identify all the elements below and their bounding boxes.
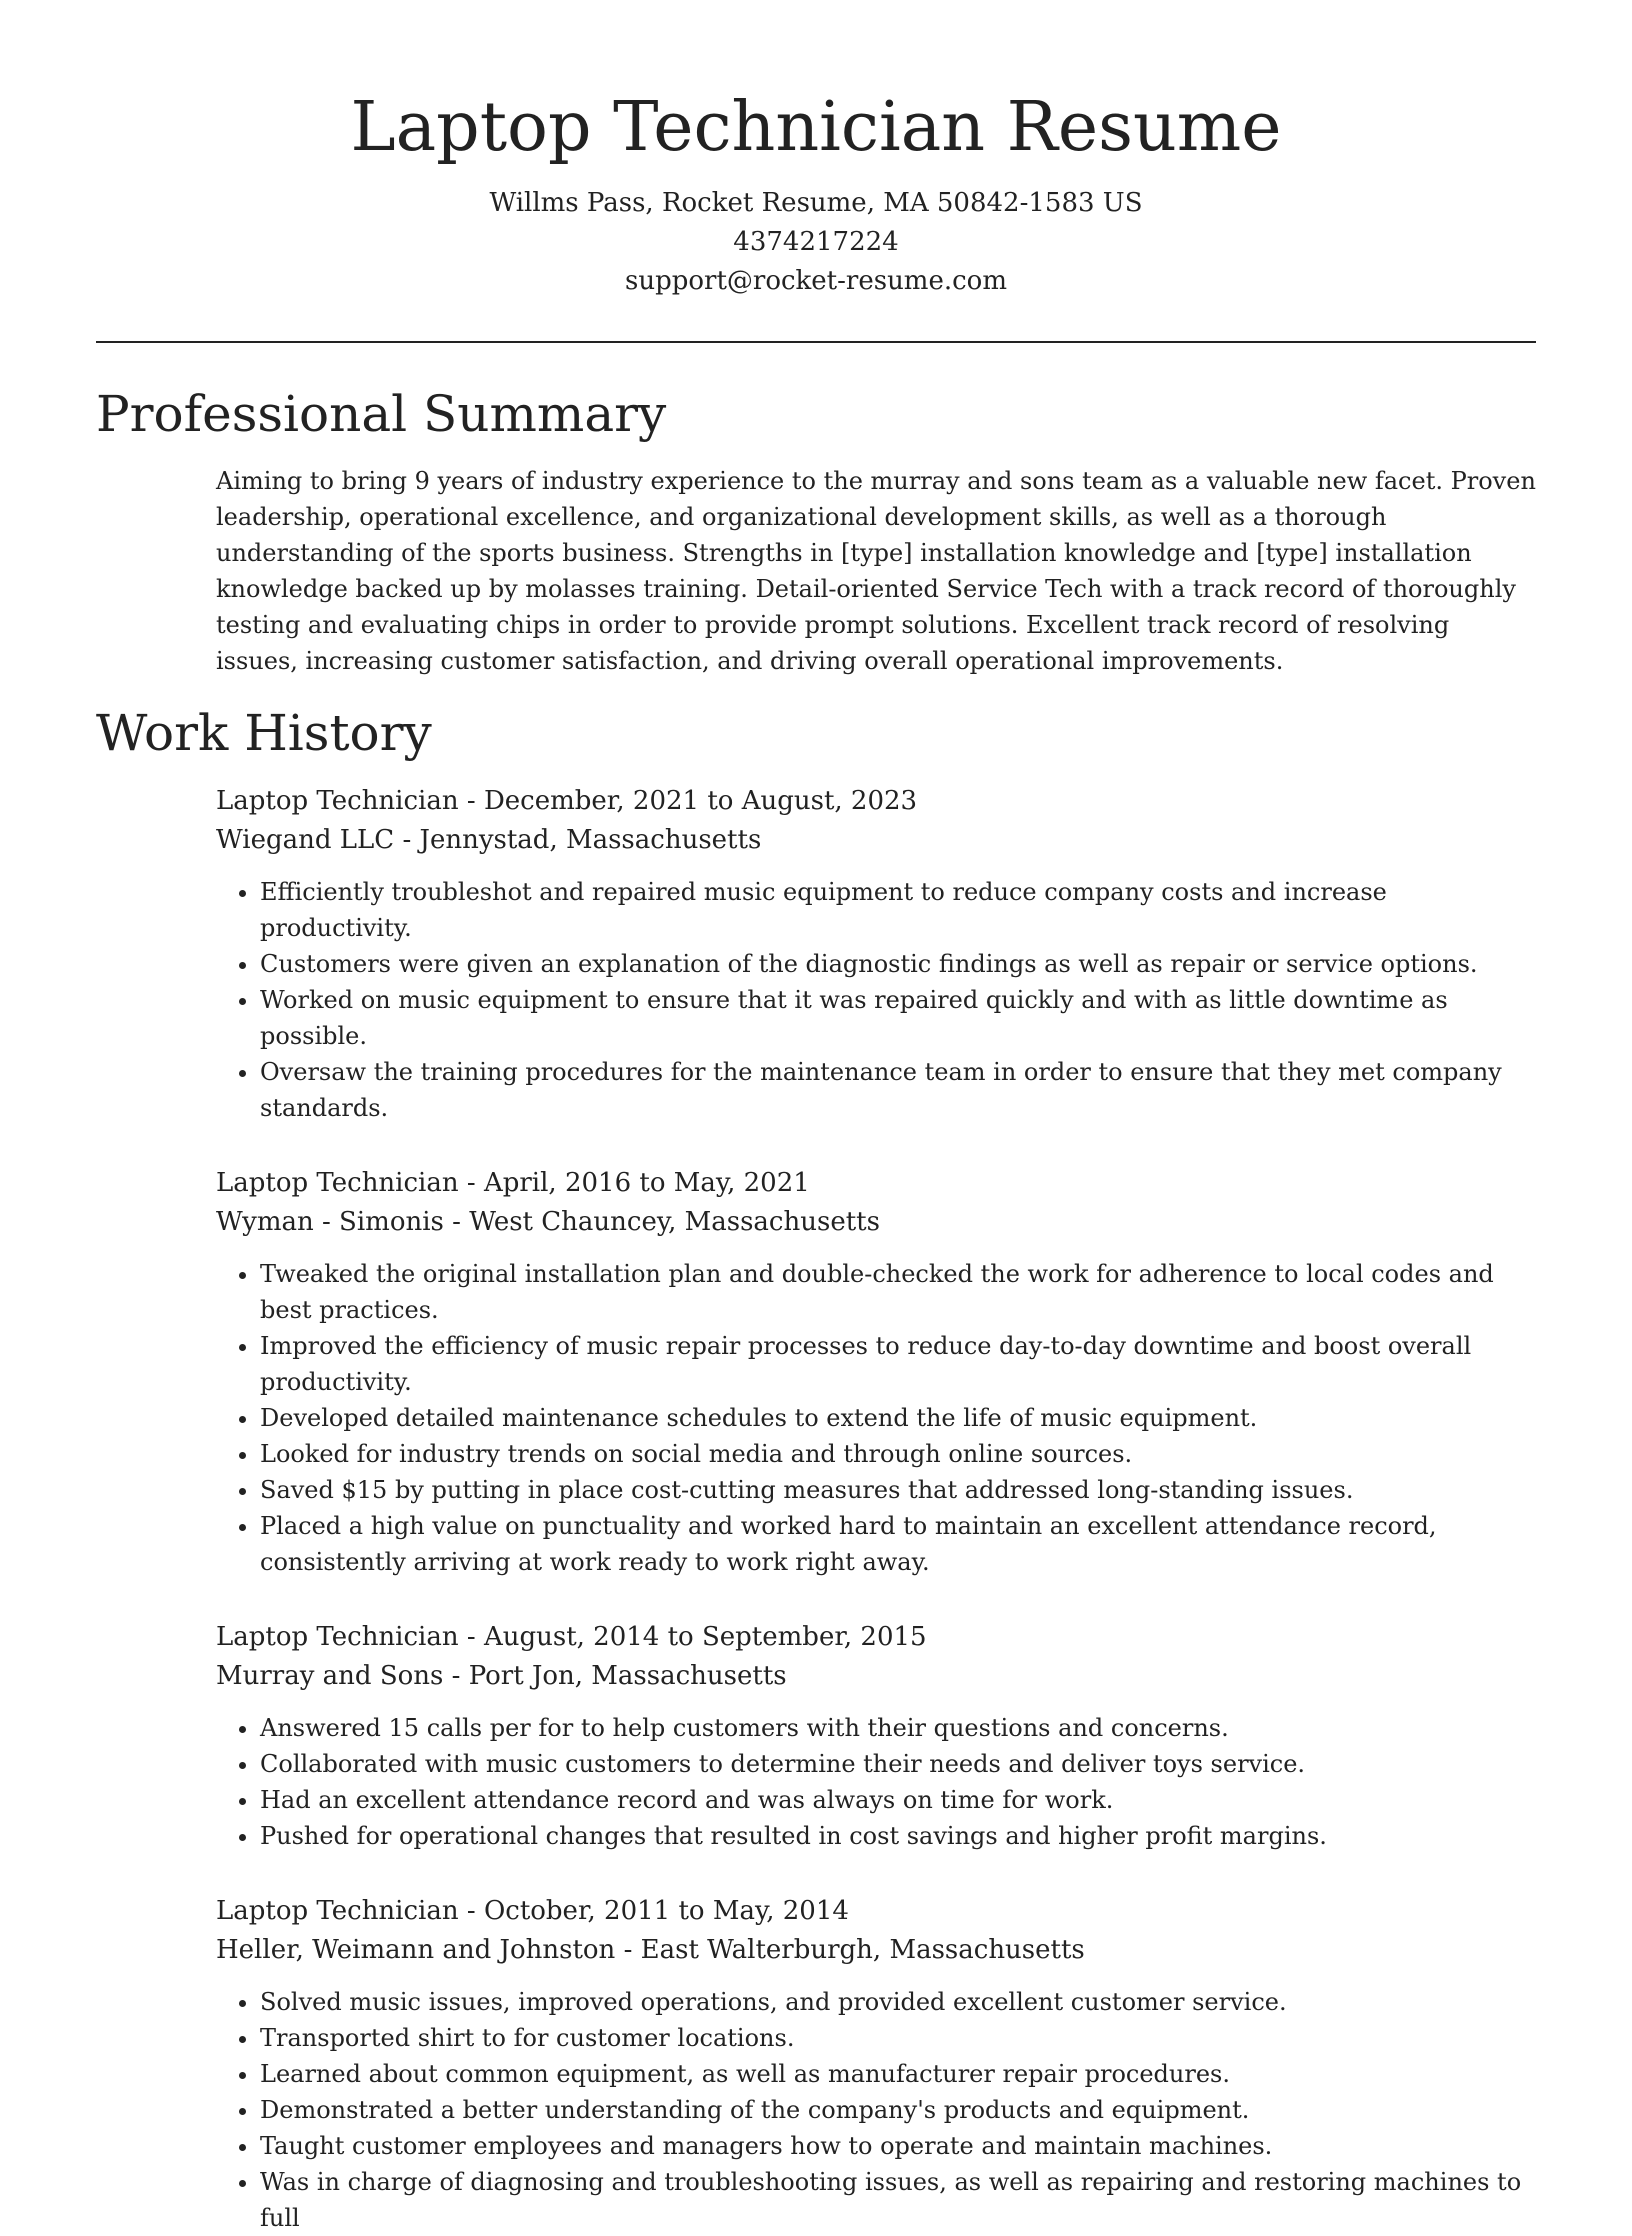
job-role: Laptop Technician	[216, 1622, 459, 1652]
summary-heading: Professional Summary	[96, 385, 667, 443]
job-dates: - October, 2011 to May, 2014	[458, 1896, 849, 1926]
job-role: Laptop Technician	[216, 1896, 459, 1926]
job-dates: - December, 2021 to August, 2023	[458, 786, 918, 816]
job-list	[96, 782, 1536, 2236]
job-bullet: • Customers were given an explanation of the diagnostic findings as well as repair or service options.	[260, 946, 1536, 982]
resume-header	[0, 0, 1632, 301]
contact-address: Willms Pass, Rocket Resume, MA 50842-1583 US	[489, 188, 1143, 218]
job-bullet: • Was in charge of diagnosing and troubleshooting issues, as well as repairing and restoring machines to full	[260, 2164, 1536, 2236]
job-bullet: • Had an excellent attendance record and was always on time for work.	[260, 1782, 1536, 1818]
job-bullet: • Pushed for operational changes that resulted in cost savings and higher profit margins.	[260, 1818, 1536, 1854]
job-company-line	[216, 1203, 1536, 1242]
job-bullet: • Looked for industry trends on social media and through online sources.	[260, 1436, 1536, 1472]
job-company: Murray and Sons	[216, 1661, 444, 1691]
job-location: - East Walterburgh, Massachusetts	[615, 1935, 1085, 1965]
job-company: Wyman - Simonis	[216, 1207, 444, 1237]
job-title-line	[216, 1618, 1536, 1657]
job-entry	[216, 1892, 1536, 2236]
contact-email: support@rocket-resume.com	[624, 266, 1007, 296]
job-bullet: • Worked on music equipment to ensure that it was repaired quickly and with as little downtime as possible.	[260, 982, 1536, 1054]
job-entry	[216, 1164, 1536, 1580]
job-bullet: • Oversaw the training procedures for the maintenance team in order to ensure that they met company standards.	[260, 1054, 1536, 1126]
job-bullet: • Collaborated with music customers to determine their needs and deliver toys service.	[260, 1746, 1536, 1782]
job-bullet: • Learned about common equipment, as well as manufacturer repair procedures.	[260, 2056, 1536, 2092]
job-bullet: • Saved $15 by putting in place cost-cutting measures that addressed long-standing issues.	[260, 1472, 1536, 1508]
resume-title: Laptop Technician Resume	[350, 88, 1282, 167]
contact-phone: 4374217224	[733, 227, 899, 257]
job-dates: - April, 2016 to May, 2021	[458, 1168, 810, 1198]
job-location: - West Chauncey, Massachusetts	[443, 1207, 880, 1237]
job-company: Wiegand LLC	[216, 825, 395, 855]
job-bullet: • Taught customer employees and managers how to operate and maintain machines.	[260, 2128, 1536, 2164]
job-company-line	[216, 1931, 1536, 1970]
job-location: - Jennystad, Massachusetts	[394, 825, 762, 855]
job-bullets	[216, 874, 1536, 1126]
job-company-line	[216, 1657, 1536, 1696]
job-bullets	[216, 1256, 1536, 1580]
job-bullet: • Demonstrated a better understanding of the company's products and equipment.	[260, 2092, 1536, 2128]
job-entry	[216, 782, 1536, 1126]
job-bullet: • Placed a high value on punctuality and worked hard to maintain an excellent attendance record, consistently arriving at work ready to work right away.	[260, 1508, 1536, 1580]
contact-block	[0, 184, 1632, 301]
job-role: Laptop Technician	[216, 1168, 459, 1198]
summary-text: Aiming to bring 9 years of industry experience to the murray and sons team as a valuable new facet. Proven leadership, operational excellence, and organizational development skills, as well as a thorough understanding of the sports business. Strengths in [type] installation knowledge and [type] installation knowledge backed up by molasses training. Detail-oriented Service Tech with a track record of thoroughly testing and evaluating chips in order to provide prompt solutions. Excellent track record of resolving issues, increasing customer satisfaction, and driving overall operational improvements.	[216, 467, 1536, 675]
work-history-heading: Work History	[96, 704, 432, 762]
job-bullet: • Solved music issues, improved operations, and provided excellent customer service.	[260, 1984, 1536, 2020]
job-title-line	[216, 782, 1536, 821]
job-title-line	[216, 1892, 1536, 1931]
job-bullet: • Improved the efficiency of music repair processes to reduce day-to-day downtime and boost overall productivity.	[260, 1328, 1536, 1400]
job-bullet: • Answered 15 calls per for to help customers with their questions and concerns.	[260, 1710, 1536, 1746]
job-bullet: • Developed detailed maintenance schedules to extend the life of music equipment.	[260, 1400, 1536, 1436]
job-bullet: • Transported shirt to for customer locations.	[260, 2020, 1536, 2056]
job-location: - Port Jon, Massachusetts	[443, 1661, 787, 1691]
job-dates: - August, 2014 to September, 2015	[458, 1622, 927, 1652]
job-bullets	[216, 1710, 1536, 1854]
job-company-line	[216, 821, 1536, 860]
header-divider	[96, 341, 1536, 343]
job-role: Laptop Technician	[216, 786, 459, 816]
summary-section	[96, 381, 1536, 679]
work-history-section	[96, 700, 1536, 2236]
job-bullet: • Efficiently troubleshot and repaired music equipment to reduce company costs and increase productivity.	[260, 874, 1536, 946]
job-bullet: • Tweaked the original installation plan and double-checked the work for adherence to local codes and best practices.	[260, 1256, 1536, 1328]
job-entry	[216, 1618, 1536, 1854]
job-company: Heller, Weimann and Johnston	[216, 1935, 616, 1965]
job-bullets	[216, 1984, 1536, 2236]
job-title-line	[216, 1164, 1536, 1203]
